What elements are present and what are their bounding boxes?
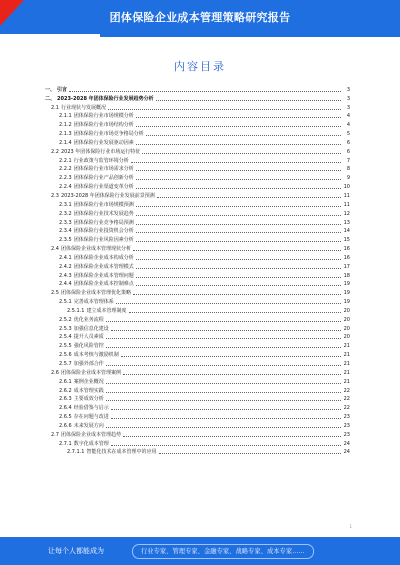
toc-entry-leader — [136, 206, 341, 207]
toc-entry-title: 数字化成本管理 — [73, 440, 109, 447]
toc-entry-leader — [156, 100, 341, 101]
toc-entry-leader — [106, 365, 341, 366]
toc-entry-title: 团体保险企业成本管理优化策略 — [60, 290, 131, 297]
toc-entry-page: 24 — [343, 449, 350, 456]
toc-entry[interactable] — [45, 279, 350, 288]
toc-entry-title: 提升人员素质 — [73, 334, 104, 341]
toc-entry-page: 23 — [343, 414, 350, 421]
toc-entry-title: 团体保险企业成本构成分析 — [73, 254, 134, 261]
toc-entry-number: 2.7.1.1 — [67, 449, 85, 456]
toc-entry-page: 13 — [343, 219, 350, 226]
toc-entry-title: 团体保险行业市场需求分析 — [73, 166, 134, 173]
toc-entry-number: 2.1.3 — [59, 131, 72, 138]
toc-entry-title: 存在问题与改进 — [73, 414, 109, 421]
toc-entry-number: 2.3.1 — [59, 201, 72, 208]
toc-entry-leader — [136, 277, 341, 278]
toc-entry-title: 团体保险企业成本管理案例 — [60, 369, 121, 376]
toc-entry-page: 22 — [343, 396, 350, 403]
toc-entry-leader — [106, 383, 341, 384]
toc-entry-title: 团体保险企业成本管理问题 — [73, 272, 134, 279]
toc-entry-leader — [106, 338, 341, 339]
toc-entry-leader — [136, 179, 341, 180]
toc-entry[interactable] — [45, 447, 350, 456]
toc-entry[interactable] — [45, 438, 350, 447]
toc-entry-page: 19 — [343, 281, 350, 288]
toc-entry[interactable] — [45, 287, 350, 296]
toc-entry-page: 11 — [343, 201, 350, 208]
toc-entry-leader — [106, 427, 341, 428]
toc-entry-number: 2.4 — [51, 246, 59, 253]
toc-entry-page: 10 — [343, 184, 350, 191]
toc-entry[interactable] — [45, 208, 350, 217]
page-number: 1 — [349, 524, 352, 529]
toc-entry-page: 23 — [343, 422, 350, 429]
toc-entry-leader — [157, 197, 341, 198]
toc-entry-number: 2.6.3 — [59, 396, 72, 403]
toc-entry[interactable] — [45, 314, 350, 323]
toc-entry[interactable] — [45, 429, 350, 438]
toc-entry[interactable] — [45, 358, 350, 367]
toc-entry-title: 团体保险行业风险因素分析 — [73, 237, 134, 244]
toc-entry[interactable] — [45, 102, 350, 111]
toc-entry-number: 2.2.4 — [59, 184, 72, 191]
toc-entry-number: 二、 — [45, 95, 56, 102]
toc-entry-number: 2.3.3 — [59, 219, 72, 226]
toc-entry[interactable] — [45, 93, 350, 102]
footer-audience-pill: 行业专家、管理专家、金融专家、战略专家、成本专家…… — [132, 544, 314, 559]
toc-entry-number: 2.6.4 — [59, 405, 72, 412]
toc-entry-number: 2.5.2 — [59, 316, 72, 323]
toc-entry-title: 建立成本管理制度 — [86, 307, 127, 314]
toc-entry-page: 21 — [343, 378, 350, 385]
toc-entry-page: 16 — [343, 246, 350, 253]
toc-entry-number: 2.6 — [51, 369, 59, 376]
toc-entry-page: 6 — [346, 148, 350, 155]
toc-entry-number: 2.5.7 — [59, 361, 72, 367]
toc-entry-number: 2.3.4 — [59, 228, 72, 235]
toc-entry-number: 2.5.4 — [59, 334, 72, 341]
toc-entry[interactable] — [45, 155, 350, 164]
toc-entry-title: 强化风险管控 — [73, 343, 104, 350]
toc-entry-number: 2.1.4 — [59, 139, 72, 146]
toc-entry-number: 2.2 — [51, 148, 59, 155]
toc-entry-leader — [131, 162, 341, 163]
toc-entry-number: 2.4.3 — [59, 272, 72, 279]
toc-entry-leader — [136, 117, 341, 118]
toc-entry-page: 20 — [343, 325, 350, 332]
toc-entry-leader — [136, 268, 341, 269]
toc-entry-leader — [136, 126, 341, 127]
toc-entry-title: 加强外部合作 — [73, 361, 104, 367]
report-header — [0, 0, 400, 34]
toc-entry-title: 团体保险行业发展驱动因素 — [73, 139, 134, 146]
toc-entry-number: 2.4.4 — [59, 281, 72, 288]
toc-entry-title: 团体保险行业产品创新分析 — [73, 175, 134, 182]
toc-entry-page: 22 — [343, 387, 350, 394]
toc-entry-number: 2.4.2 — [59, 263, 72, 270]
toc-entry-title: 团体保险企业成本控制难点 — [73, 281, 134, 288]
toc-entry[interactable] — [45, 340, 350, 349]
toc-entry-leader — [136, 215, 341, 216]
toc-entry-number: 2.2.3 — [59, 175, 72, 182]
toc-entry-number: 2.5.6 — [59, 352, 72, 359]
toc-entry-page: 21 — [343, 361, 350, 367]
toc-entry-leader — [116, 303, 341, 304]
toc-entry-number: 一、 — [45, 86, 56, 93]
toc-entry-leader — [106, 347, 341, 348]
footer-bar — [0, 537, 400, 565]
toc-entry-leader — [136, 232, 341, 233]
toc-entry[interactable] — [45, 243, 350, 252]
toc-entry-title: 2023-2028 年团体保险行业发展前景预测 — [60, 192, 155, 199]
toc-entry-leader — [111, 445, 341, 446]
toc-entry-page: 19 — [343, 290, 350, 297]
toc-entry-title: 团体保险行业竞争格局预测 — [73, 219, 134, 226]
toc-entry-number: 2.2.1 — [59, 157, 72, 164]
toc-entry-leader — [133, 250, 341, 251]
toc-entry-page: 22 — [343, 405, 350, 412]
toc-entry-page: 7 — [346, 157, 350, 164]
toc-entry-leader — [142, 153, 341, 154]
toc-entry-leader — [159, 453, 341, 454]
toc-entry-page: 15 — [343, 237, 350, 244]
toc-entry-page: 4 — [346, 113, 350, 120]
toc-entry-leader — [111, 409, 341, 410]
toc-entry-page: 20 — [343, 316, 350, 323]
toc-entry-title: 团体保险企业成本管理模式 — [73, 263, 134, 270]
toc-entry[interactable] — [45, 172, 350, 181]
toc-entry[interactable] — [45, 394, 350, 403]
toc-entry-title: 2023 年团体保险行业市场运行特征 — [60, 148, 141, 155]
toc-entry-title: 完善成本管理体系 — [73, 299, 114, 306]
table-of-contents — [45, 84, 350, 455]
toc-entry-leader — [136, 259, 341, 260]
toc-entry-leader — [106, 321, 341, 322]
toc-entry-leader — [69, 91, 341, 92]
toc-entry-page: 17 — [343, 263, 350, 270]
toc-entry[interactable] — [45, 332, 350, 341]
toc-entry-leader — [123, 374, 341, 375]
toc-entry-title: 团体保险企业成本管理趋势 — [60, 431, 121, 438]
toc-entry[interactable] — [45, 199, 350, 208]
toc-entry-page: 9 — [346, 175, 350, 182]
toc-entry[interactable] — [45, 385, 350, 394]
toc-entry-leader — [136, 224, 341, 225]
toc-entry-page: 5 — [346, 131, 350, 138]
toc-entry[interactable] — [45, 376, 350, 385]
toc-entry-title: 案例企业概况 — [73, 378, 104, 385]
toc-entry-leader — [136, 285, 341, 286]
toc-entry[interactable] — [45, 226, 350, 235]
toc-entry-number: 2.2.2 — [59, 166, 72, 173]
toc-entry-leader — [106, 392, 341, 393]
toc-entry-leader — [136, 170, 341, 171]
toc-heading: 内容目录 — [174, 60, 226, 73]
toc-entry-page: 18 — [343, 272, 350, 279]
toc-entry-page: 3 — [346, 95, 350, 102]
toc-entry-page: 11 — [343, 192, 350, 199]
toc-entry-title: 2023-2028 年团体保险行业发展趋势分析 — [57, 95, 154, 102]
toc-entry-title: 成本管理实践 — [73, 387, 104, 394]
toc-entry-leader — [136, 241, 341, 242]
toc-entry[interactable] — [45, 349, 350, 358]
toc-entry-title: 经验借鉴与启示 — [73, 405, 109, 412]
toc-entry-page: 12 — [343, 210, 350, 217]
toc-entry-page: 4 — [346, 122, 350, 129]
toc-entry-title: 成本考核与激励机制 — [73, 352, 119, 359]
toc-entry[interactable] — [45, 137, 350, 146]
toc-entry-page: 23 — [343, 431, 350, 438]
toc-entry-leader — [136, 144, 341, 145]
toc-entry-title: 加强信息化建设 — [73, 325, 109, 332]
toc-entry-number: 2.6.1 — [59, 378, 72, 385]
toc-entry-leader — [133, 294, 341, 295]
toc-entry-page: 3 — [346, 86, 350, 93]
toc-entry-leader — [146, 135, 341, 136]
toc-entry-number: 2.5.5 — [59, 343, 72, 350]
toc-entry-page: 21 — [343, 352, 350, 359]
toc-entry-page: 21 — [343, 369, 350, 376]
toc-entry-title: 智能化技术在成本管理中的应用 — [86, 449, 157, 456]
toc-entry-page: 19 — [343, 299, 350, 306]
header-underline — [100, 34, 400, 37]
toc-entry-leader — [123, 436, 341, 437]
toc-entry-page: 8 — [346, 166, 350, 173]
footer-tagline: 让每个人都能成为 — [48, 547, 104, 555]
toc-entry-number: 2.3 — [51, 192, 59, 199]
toc-entry-number: 2.5.1 — [59, 299, 72, 306]
toc-entry-number: 2.6.6 — [59, 422, 72, 429]
toc-entry-title: 团体保险行业市场规模分析 — [73, 113, 134, 120]
toc-entry[interactable] — [45, 190, 350, 199]
toc-entry-title: 行业政策与监管环境分析 — [73, 157, 129, 164]
toc-entry-leader — [111, 418, 341, 419]
toc-entry-number: 2.5 — [51, 290, 59, 297]
toc-entry[interactable] — [45, 146, 350, 155]
toc-entry-title: 团体保险行业市场结构分析 — [73, 122, 134, 129]
toc-entry[interactable] — [45, 296, 350, 305]
toc-entry-leader — [129, 312, 341, 313]
toc-entry[interactable] — [45, 411, 350, 420]
toc-entry-number: 2.6.5 — [59, 414, 72, 421]
toc-entry-number: 2.3.5 — [59, 237, 72, 244]
toc-entry-page: 6 — [346, 139, 350, 146]
toc-entry[interactable] — [45, 128, 350, 137]
toc-entry-number: 2.5.1.1 — [67, 307, 85, 314]
toc-entry-page: 16 — [343, 254, 350, 261]
toc-entry[interactable] — [45, 261, 350, 270]
toc-entry[interactable] — [45, 305, 350, 314]
toc-entry[interactable] — [45, 111, 350, 120]
toc-entry-title: 未来发展方向 — [73, 422, 104, 429]
toc-entry[interactable] — [45, 234, 350, 243]
toc-entry[interactable] — [45, 323, 350, 332]
toc-entry-leader — [111, 330, 341, 331]
toc-entry-number: 2.4.1 — [59, 254, 72, 261]
toc-entry-number: 2.1.1 — [59, 113, 72, 120]
toc-entry[interactable] — [45, 181, 350, 190]
toc-entry-number: 2.5.3 — [59, 325, 72, 332]
toc-entry-number: 2.3.2 — [59, 210, 72, 217]
toc-entry-leader — [106, 400, 341, 401]
toc-entry[interactable] — [45, 402, 350, 411]
toc-entry-number: 2.7 — [51, 431, 59, 438]
toc-entry-title: 团体保险企业成本管理现状分析 — [60, 246, 131, 253]
toc-entry[interactable] — [45, 164, 350, 173]
toc-entry-page: 20 — [343, 307, 350, 314]
toc-entry-leader — [121, 356, 341, 357]
toc-entry-title: 团体保险行业市场竞争格局分析 — [73, 131, 144, 138]
toc-entry-page: 24 — [343, 440, 350, 447]
toc-entry-title: 团体保险行业市场规模预测 — [73, 201, 134, 208]
toc-entry-number: 2.6.2 — [59, 387, 72, 394]
toc-entry-title: 团体保险行业渠道变革分析 — [73, 184, 134, 191]
toc-entry-number: 2.1 — [51, 104, 59, 111]
toc-entry[interactable] — [45, 119, 350, 128]
toc-entry-page: 20 — [343, 334, 350, 341]
toc-entry-number: 2.1.2 — [59, 122, 72, 129]
report-title: 团体保险企业成本管理策略研究报告 — [109, 11, 291, 24]
toc-entry[interactable] — [45, 252, 350, 261]
toc-entry-page: 14 — [343, 228, 350, 235]
toc-entry-title: 引言 — [57, 86, 68, 93]
toc-entry-title: 团体保险行业技术发展趋势 — [73, 210, 134, 217]
toc-entry[interactable] — [45, 420, 350, 429]
toc-entry-page: 3 — [346, 104, 350, 111]
toc-entry-page: 21 — [343, 343, 350, 350]
toc-entry-leader — [136, 188, 341, 189]
toc-entry-title: 主要成效分析 — [73, 396, 104, 403]
toc-entry-number: 2.7.1 — [59, 440, 72, 447]
toc-entry[interactable] — [45, 217, 350, 226]
toc-entry-title: 优化业务流程 — [73, 316, 104, 323]
toc-entry[interactable] — [45, 367, 350, 376]
toc-entry[interactable] — [45, 270, 350, 279]
toc-entry-leader — [108, 109, 341, 110]
toc-entry-title: 团体保险行业投资机会分析 — [73, 228, 134, 235]
toc-entry-title: 行业现状与发展概况 — [60, 104, 106, 111]
toc-entry[interactable] — [45, 84, 350, 93]
